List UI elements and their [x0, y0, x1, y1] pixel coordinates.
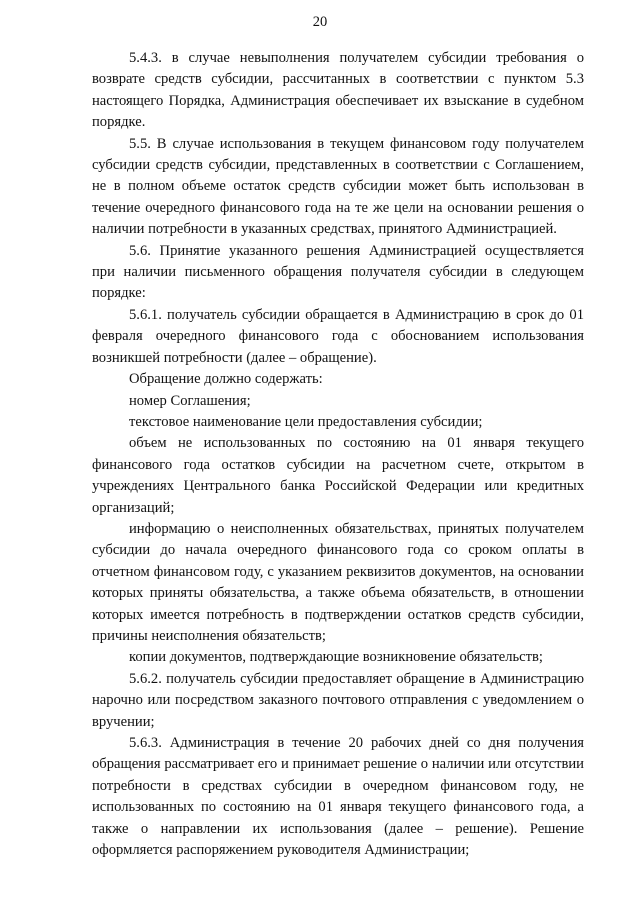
paragraph-5-6-3: 5.6.3. Администрация в течение 20 рабочих дней со дня получения обращения рассматривает его и принимает решение о наличии или отсутствии потребности в средствах субсидии в очередном финансовом году, не использованных по состоянию на 01 января текущего финансового года, а также о направлении их использования (далее – решение). Решение оформляется распоряжением руководителя Администрации;	[92, 735, 584, 859]
paragraph-request-contents: Обращение должно содержать:	[129, 371, 323, 388]
paragraph-5-5: 5.5. В случае использования в текущем финансовом году получателем субсидии средств субсидии, представленных в соответствии с Соглашением, не в полном объеме остаток средств субсидии может быть использован в течение очередного финансового года на те же цели на основании решения о наличии потребности в указанных средствах, принятого Администрацией.	[92, 135, 584, 238]
list-item-unused-balance: объем не использованных по состоянию на 01 января текущего финансового года остатков субсидии на расчетном счете, открытом в учреждениях Центрального банка Российской Федерации или кредитных организаций;	[92, 435, 584, 516]
paragraph-5-4-3: 5.4.3. в случае невыполнения получателем субсидии требования о возврате средств субсидии, рассчитанных в соответствии с пунктом 5.3 настоящего Порядка, Администрация обеспечивает их взыскание в судебном порядке.	[92, 50, 584, 131]
list-item-purpose-name: текстовое наименование цели предоставления субсидии;	[129, 413, 483, 430]
list-item-document-copies: копии документов, подтверждающие возникновение обязательств;	[129, 649, 543, 666]
page-number: 20	[312, 14, 328, 30]
paragraph-5-6: 5.6. Принятие указанного решения Администрацией осуществляется при наличии письменного обращения получателя субсидии в следующем порядке:	[92, 242, 584, 302]
list-item-unfulfilled-obligations: информацию о неисполненных обязательствах, принятых получателем субсидии до начала очередного финансового года со сроком оплаты в отчетном финансовом году, с указанием реквизитов документов, на основании которых приняты обязательства, а также объема обязательств, в отношении которых имеется потребность в подтверждении остатков средств субсидии, причины неисполнения обязательств;	[92, 520, 584, 644]
paragraph-5-6-2: 5.6.2. получатель субсидии предоставляет обращение в Администрацию нарочно или посредством заказного почтового отправления с уведомлением о вручении;	[92, 670, 584, 730]
list-item-agreement-number: номер Соглашения;	[129, 392, 251, 409]
document-body	[92, 48, 584, 861]
paragraph-5-6-1: 5.6.1. получатель субсидии обращается в Администрацию в срок до 01 февраля очередного финансового года с обоснованием использования возникшей потребности (далее – обращение).	[92, 306, 584, 366]
